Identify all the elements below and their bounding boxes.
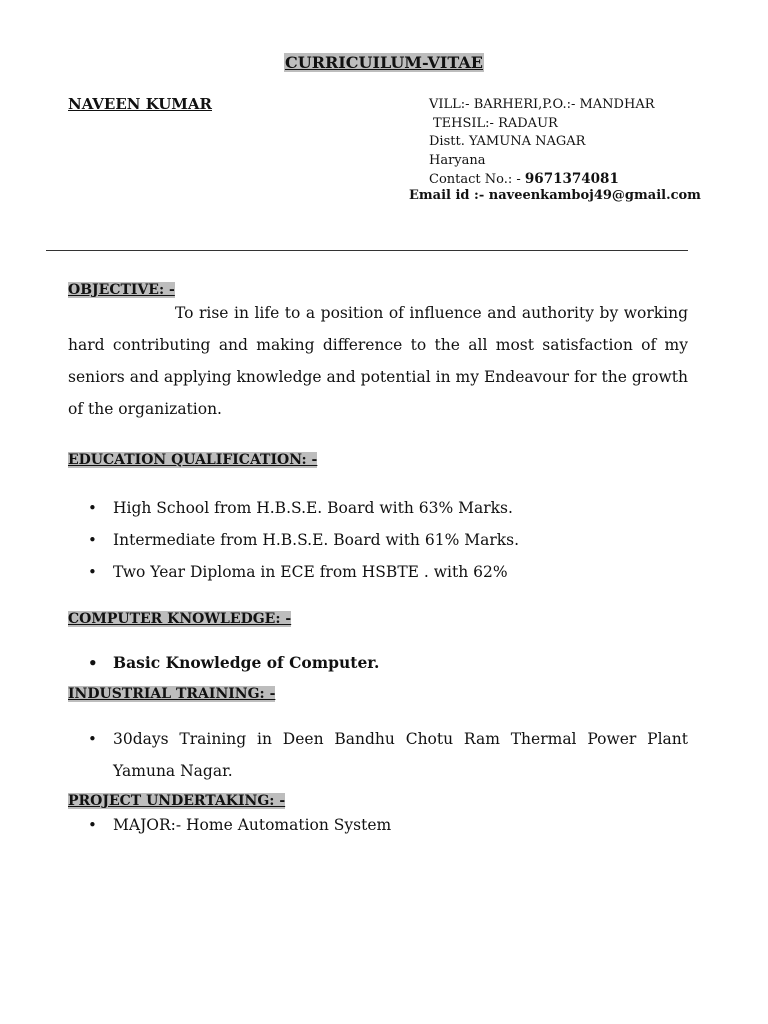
objective-paragraph: To rise in life to a position of influence and authority by working hard contributing and making difference to the all most satisfaction of my seniors and applying knowledge and potential in my Endeavour for the growth of the organization. <box>68 304 688 418</box>
project-heading <box>68 793 285 809</box>
document-title-text: CURRICUILUM-VITAE <box>285 53 483 72</box>
list-item: • Two Year Diploma in ECE from HSBTE . with 62% <box>68 556 688 588</box>
training-heading-text: INDUSTRIAL TRAINING: - <box>68 686 276 702</box>
contact-line <box>429 170 655 190</box>
computer-heading-text: COMPUTER KNOWLEDGE: - <box>68 611 292 627</box>
list-item: • MAJOR:- Home Automation System <box>68 814 688 836</box>
education-list <box>68 492 688 588</box>
document-title <box>0 53 768 72</box>
contact-number: 9671374081 <box>524 171 619 187</box>
list-item: • Intermediate from H.B.S.E. Board with 61% Marks. <box>68 524 688 556</box>
header-divider <box>46 250 688 251</box>
project-list <box>68 814 688 836</box>
list-item: • High School from H.B.S.E. Board with 63% Marks. <box>68 492 688 524</box>
address-state: Haryana <box>429 152 486 168</box>
education-heading <box>68 452 317 468</box>
training-list <box>68 723 688 787</box>
project-heading-text: PROJECT UNDERTAKING: - <box>68 793 286 809</box>
training-heading <box>68 686 275 702</box>
email-line: Email id :- naveenkamboj49@gmail.com <box>409 188 701 203</box>
education-heading-text: EDUCATION QUALIFICATION: - <box>68 452 318 468</box>
address-district: Distt. YAMUNA NAGAR <box>429 134 586 149</box>
computer-heading <box>68 611 291 627</box>
computer-list <box>68 652 688 674</box>
objective-heading-text: OBJECTIVE: - <box>68 282 175 298</box>
contact-label: Contact No.: - <box>429 172 525 187</box>
address-tehsil: TEHSIL:- RADAUR <box>433 115 558 131</box>
objective-heading <box>68 282 175 298</box>
list-item: • 30days Training in Deen Bandhu Chotu Ram Thermal Power Plant Yamuna Nagar. <box>68 723 688 787</box>
candidate-name: NAVEEN KUMAR <box>68 95 212 113</box>
address-block <box>429 96 655 190</box>
objective-text <box>68 297 688 425</box>
address-village: VILL:- BARHERI,P.O.:- MANDHAR <box>429 97 655 112</box>
list-item: • Basic Knowledge of Computer. <box>68 652 688 674</box>
